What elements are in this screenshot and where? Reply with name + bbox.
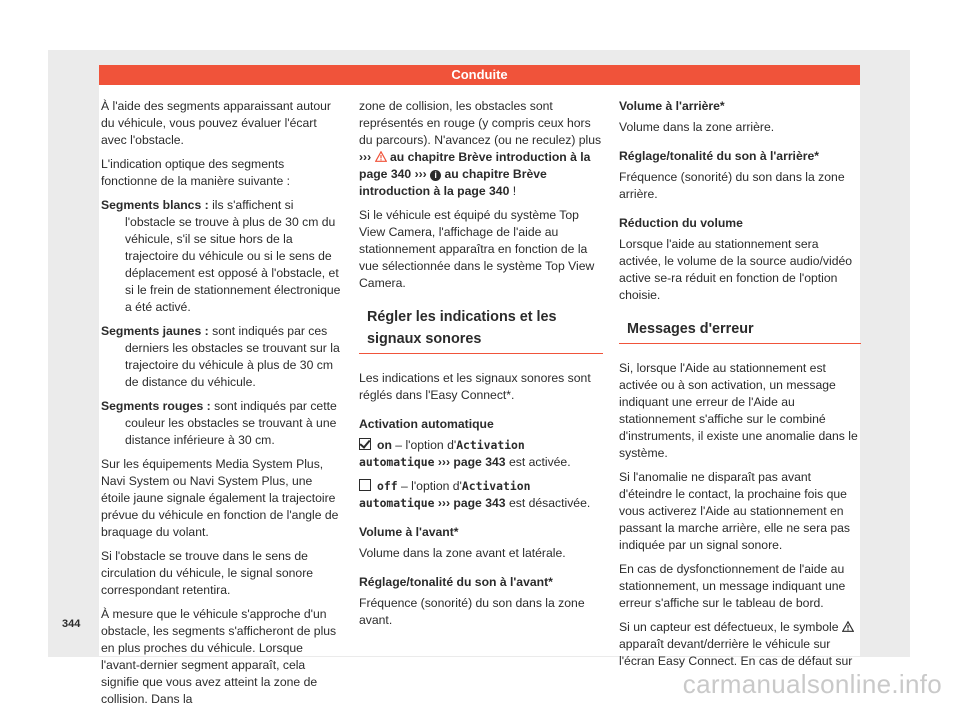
- option-name: Activation automatique: [359, 438, 525, 469]
- term-yellow: Segments jaunes :: [101, 324, 209, 338]
- definition-red: [101, 398, 343, 449]
- paragraph: L'indication optique des segments fonctionne de la manière suivante :: [101, 157, 291, 188]
- paragraph: Volume dans la zone avant et latérale.: [359, 546, 566, 560]
- column-3: [619, 98, 861, 677]
- subheading-activation: Activation automatique: [359, 417, 494, 431]
- text: – l'option d': [400, 479, 462, 493]
- chapter-header: Conduite: [99, 65, 860, 85]
- option-label-on: on: [377, 438, 392, 452]
- subheading-rear-volume: Volume à l'arrière*: [619, 99, 725, 113]
- option-off: [359, 478, 603, 512]
- subheading-front-tone: Réglage/tonalité du son à l'avant*: [359, 575, 553, 589]
- chapter-link[interactable]: au chapitre Brève introduction à la page 340: [359, 150, 591, 181]
- paragraph: Lorsque l'aide au stationnement sera activée, le volume de la source audio/vidéo active se-ra réduit en fonction de l'option choisie.: [619, 237, 853, 302]
- paragraph: En cas de dysfonctionnement de l'aide au stationnement, un message indiquant une erreur s'affiche sur le tableau de bord.: [619, 562, 846, 610]
- chapter-link[interactable]: au chapitre Brève introduction à la page 340: [359, 167, 547, 198]
- page-link[interactable]: ››› page 343: [437, 496, 506, 510]
- warning-triangle-icon: [842, 621, 854, 632]
- subheading-volume-reduction: Réduction du volume: [619, 216, 743, 230]
- section-title-errors: Messages d'erreur: [619, 318, 861, 344]
- desc-yellow: sont indiqués par ces derniers les obstacles se trouvant sur la trajectoire du véhicule à plus de 30 cm de distance du véhicule.: [125, 324, 340, 389]
- text: est activée.: [508, 455, 571, 469]
- subheading-front-volume: Volume à l'avant*: [359, 525, 459, 539]
- option-label-off: off: [377, 479, 398, 493]
- page-link[interactable]: ››› page 343: [437, 455, 506, 469]
- text: est désactivée.: [508, 496, 591, 510]
- checkbox-unchecked-icon: [359, 479, 371, 491]
- paragraph: Fréquence (sonorité) du son dans la zone arrière.: [619, 170, 845, 201]
- paragraph: Si l'anomalie ne disparaît pas avant d'éteindre le contact, la prochaine fois que vous activerez l'Aide au stationnement en passant la marche arrière, elle ne sera pas indiquée par un signal sonore.: [619, 470, 851, 552]
- paragraph: À l'aide des segments apparaissant autour du véhicule, vous pouvez évaluer l'écart avec l'obstacle.: [101, 99, 331, 147]
- term-white: Segments blancs :: [101, 198, 209, 212]
- text: zone de collision, les obstacles sont représentés en rouge (y compris ceux hors du parcours). N'avancez (ou ne reculez) plus: [359, 99, 602, 147]
- paragraph: À mesure que le véhicule s'approche d'un obstacle, les segments s'afficheront de plus en plus proches du véhicule. Lorsque l'avant-dernier segment apparaît, cela signifie que vous avez atteint la zone de collision. Dans la: [101, 607, 337, 706]
- paragraph: Fréquence (sonorité) du son dans la zone avant.: [359, 596, 585, 627]
- definition-white: [101, 197, 343, 316]
- text: – l'option d': [395, 438, 457, 452]
- paragraph: Si l'obstacle se trouve dans le sens de circulation du véhicule, le signal sonore correspondant retentira.: [101, 549, 314, 597]
- column-1: [101, 98, 343, 715]
- paragraph-collision: [359, 98, 603, 200]
- checkbox-checked-icon: [359, 438, 371, 450]
- paragraph: Sur les équipements Media System Plus, Navi System ou Navi System Plus, une étoile jaune signale également la trajectoire prévue du véhicule en fonction de l'angle de braquage du volant.: [101, 457, 339, 539]
- desc-red: sont indiqués par cette couleur les obstacles se trouvant à une distance inférieure à 30 cm.: [125, 399, 337, 447]
- text: !: [512, 184, 517, 198]
- text: Si un capteur est défectueux, le symbole: [619, 620, 839, 634]
- paragraph: Si, lorsque l'Aide au stationnement est activée ou à son activation, un message indiquant une erreur de l'Aide au stationnement s'affiche sur le combiné d'instruments, il existe une anomalie dans le système.: [619, 361, 858, 460]
- subheading-rear-tone: Réglage/tonalité du son à l'arrière*: [619, 149, 819, 163]
- paragraph: Volume dans la zone arrière.: [619, 120, 775, 134]
- ref-arrows[interactable]: ›››: [359, 150, 372, 164]
- page-number: 344: [62, 618, 81, 630]
- text: apparaît devant/derrière le véhicule sur l'écran Easy Connect. En cas de défaut sur: [619, 637, 853, 668]
- term-red: Segments rouges :: [101, 399, 211, 413]
- paragraph-sensor: [619, 619, 861, 670]
- ref-arrows[interactable]: ›››: [414, 167, 427, 181]
- watermark: carmanualsonline.info: [682, 669, 942, 699]
- warning-triangle-icon: [375, 151, 387, 162]
- option-name: Activation automatique: [359, 479, 531, 510]
- paragraph: Les indications et les signaux sonores sont réglés dans l'Easy Connect*.: [359, 371, 591, 402]
- option-on: [359, 437, 603, 471]
- column-2: [359, 98, 603, 636]
- desc-white: ils s'affichent si l'obstacle se trouve à plus de 30 cm du véhicule, s'il se situe hors de la trajectoire du véhicule ou si le sens de déplacement est opposé à l'obstacle, et si le frein de stationnement électronique a été activé.: [125, 198, 341, 314]
- paragraph: Si le véhicule est équipé du système Top View Camera, l'affichage de l'aide au stationnement apparaîtra en fonction de la vue sélectionnée dans le système Top View Camera.: [359, 208, 595, 290]
- section-title-settings: Régler les indications et les signaux sonores: [359, 306, 603, 354]
- definition-yellow: [101, 323, 343, 391]
- info-icon: i: [430, 170, 441, 181]
